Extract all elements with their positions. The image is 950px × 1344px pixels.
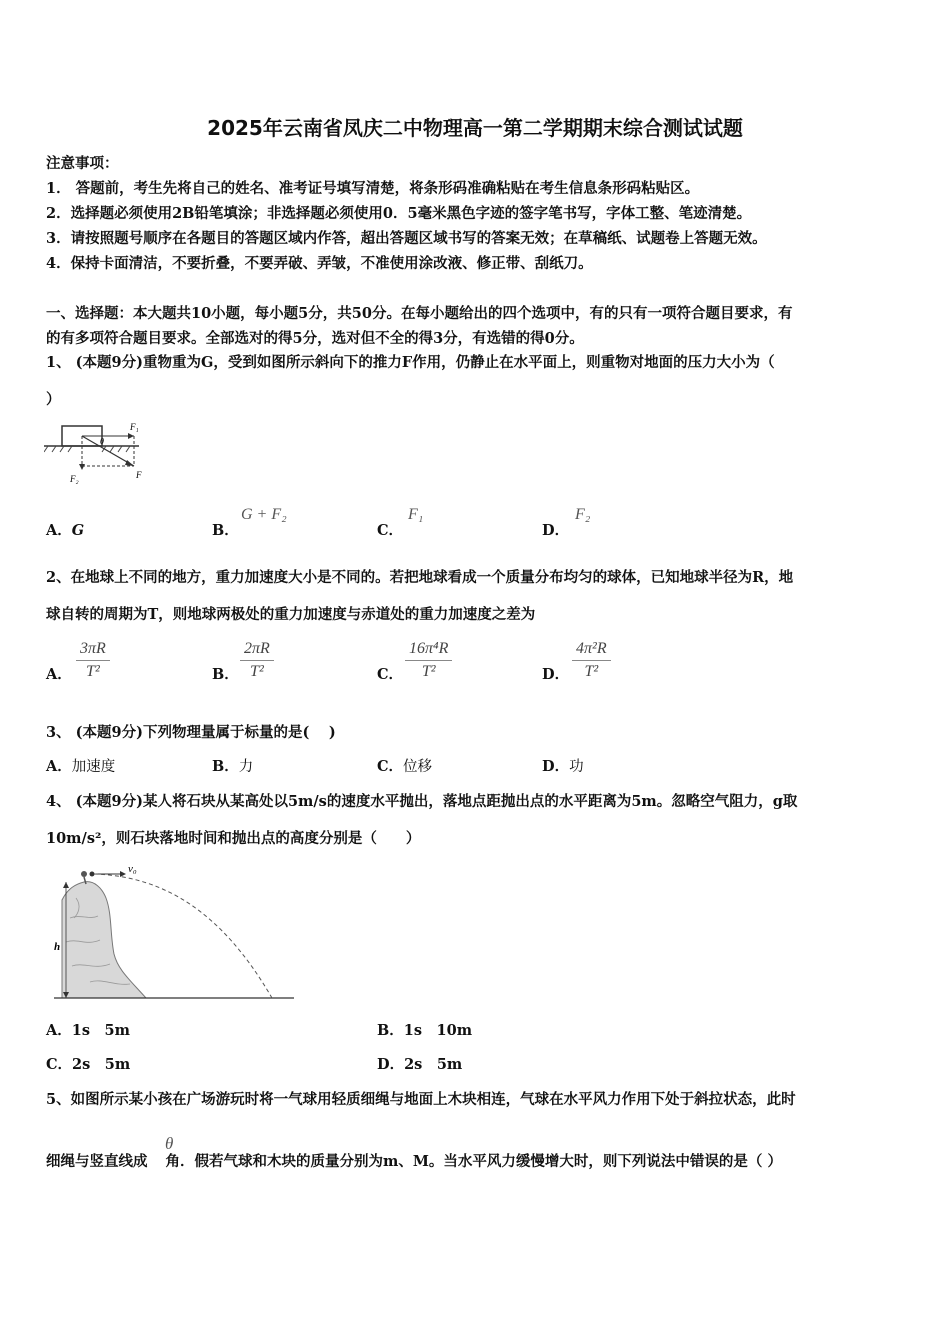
section-intro-line-1: 一、选择题：本大题共10小题，每小题5分，共50分。在每小题给出的四个选项中，有的只有一项符合题目要求，有 — [46, 305, 793, 322]
q4-stem-line-1: 4、 (本题9分)某人将石块从某高处以5m/s的速度水平抛出，落地点距抛出点的水平距离为5m。忽略空气阻力，g取 — [46, 793, 798, 810]
q2-option-d-fraction — [572, 640, 611, 681]
q2-option-d-denominator: T² — [584, 663, 599, 680]
q3-option-a[interactable] — [46, 755, 115, 776]
q4-option-c-label: C． — [46, 1056, 73, 1073]
q2-option-c-denominator: T² — [421, 663, 436, 680]
q3-option-b-label: B． — [212, 758, 239, 775]
q1-option-c-label: C． — [377, 522, 404, 539]
q1-option-a-label: A． — [46, 522, 72, 539]
q1-fig-f1-label: F₁ — [130, 422, 139, 432]
q1-option-b-value: G + F₂ — [241, 506, 287, 523]
q4-option-b-value: 1s 10m — [403, 1022, 473, 1039]
q3-option-d[interactable] — [542, 755, 584, 776]
q4-option-b[interactable] — [377, 1019, 472, 1040]
q3-option-b[interactable] — [212, 755, 253, 776]
q1-force-diagram — [44, 418, 154, 486]
q3-option-c-value: 位移 — [403, 759, 433, 775]
q1-option-b[interactable] — [212, 519, 239, 540]
section-intro-line-2: 的有多项符合题目要求。全部选对的得5分，选对但不全的得3分，有选错的得0分。 — [46, 330, 584, 347]
q2-option-b-fraction — [240, 640, 274, 681]
q2-option-b-numerator: 2πR — [240, 640, 274, 661]
q1-option-d[interactable] — [542, 519, 569, 540]
q1-fig-theta-label: θ — [100, 437, 104, 446]
q4-option-a-value: 1s 5m — [71, 1022, 130, 1039]
q4-option-a-label: A． — [46, 1022, 72, 1039]
q4-fig-v0-label: v₀ — [128, 863, 137, 875]
q3-option-d-label: D． — [542, 758, 570, 775]
q1-stem-line-2: ） — [46, 391, 61, 408]
q4-option-b-label: B． — [377, 1022, 404, 1039]
q4-fig-h-label: h — [54, 941, 61, 953]
notice-item-4: 4．保持卡面清洁，不要折叠，不要弄破、弄皱，不准使用涂改液、修正带、刮纸刀。 — [46, 255, 593, 272]
notice-heading: 注意事项： — [46, 155, 119, 172]
q5-stem-line-2 — [46, 1150, 782, 1171]
q4-option-c-value: 2s 5m — [72, 1056, 131, 1073]
q3-option-d-value: 功 — [569, 759, 584, 775]
q2-option-c-numerator: 16π⁴R — [405, 640, 452, 661]
notice-item-3: 3．请按照题号顺序在各题目的答题区域内作答，超出答题区域书写的答案无效；在草稿纸、试题卷上答题无效。 — [46, 230, 767, 247]
q1-stem-line-1: 1、 (本题9分)重物重为G，受到如图所示斜向下的推力F作用，仍静止在水平面上，则重物对地面的压力大小为（ — [46, 354, 775, 371]
q2-option-d-numerator: 4π²R — [572, 640, 611, 661]
q4-option-d-value: 2s 5m — [404, 1056, 463, 1073]
q5-stem-line-2-end: 角．假若气球和木块的质量分别为m、M。当水平风力缓慢增大时，则下列说法中错误的是（ ） — [165, 1153, 782, 1170]
q5-stem-line-2-start: 细绳与竖直线成 — [46, 1153, 148, 1170]
q2-stem-line-1: 2、在地球上不同的地方，重力加速度大小是不同的。若把地球看成一个质量分布均匀的球体，已知地球半径为R，地 — [46, 569, 794, 586]
q2-option-b-denominator: T² — [250, 663, 264, 680]
q2-option-d[interactable]: D． — [542, 666, 570, 683]
q2-option-a-numerator: 3πR — [76, 640, 110, 661]
q4-option-d[interactable] — [377, 1053, 462, 1074]
q1-option-d-label: D． — [542, 522, 570, 539]
q2-option-a-denominator: T² — [86, 663, 100, 680]
q1-option-c-value: F₁ — [408, 506, 424, 523]
q2-stem-line-2: 球自转的周期为T，则地球两极处的重力加速度与赤道处的重力加速度之差为 — [46, 606, 536, 623]
q4-projectile-diagram — [50, 858, 300, 1006]
q2-option-c-fraction — [405, 640, 452, 681]
q4-option-c[interactable] — [46, 1053, 130, 1074]
q1-option-c[interactable] — [377, 519, 403, 540]
q4-stem-line-2: 10m/s²，则石块落地时间和抛出点的高度分别是（ ） — [46, 830, 421, 847]
q3-option-a-value: 加速度 — [71, 759, 116, 775]
q2-option-a-fraction — [76, 640, 110, 681]
notice-item-2: 2．选择题必须使用2B铅笔填涂；非选择题必须使用0．5毫米黑色字迹的签字笔书写，字体工整、笔迹清楚。 — [46, 205, 752, 222]
q1-option-a[interactable] — [46, 519, 84, 540]
q1-option-d-value: F₂ — [575, 506, 591, 523]
q1-fig-f-label: F — [136, 470, 142, 480]
q3-option-c-label: C． — [377, 758, 404, 775]
q3-option-b-value: 力 — [238, 759, 254, 775]
q3-option-a-label: A． — [46, 758, 72, 775]
page-title: 2025年云南省凤庆二中物理高一第二学期期末综合测试试题 — [207, 116, 743, 140]
q4-option-d-label: D． — [377, 1056, 405, 1073]
q4-option-a[interactable] — [46, 1019, 130, 1040]
q5-stem-line-1: 5、如图所示某小孩在广场游玩时将一气球用轻质细绳与地面上木块相连，气球在水平风力作用下处于斜拉状态，此时 — [46, 1091, 796, 1108]
q3-stem-line-1: 3、 (本题9分)下列物理量属于标量的是( ) — [46, 724, 336, 741]
q2-option-b[interactable]: B． — [212, 666, 239, 683]
q1-fig-f2-label: F₂ — [70, 474, 79, 484]
q1-option-b-label: B． — [212, 522, 239, 539]
q5-theta-symbol: θ — [165, 1134, 174, 1153]
q2-option-a[interactable]: A． — [46, 666, 72, 683]
q2-option-c[interactable]: C． — [377, 666, 404, 683]
notice-item-1: 1． 答题前，考生先将自己的姓名、准考证号填写清楚，将条形码准确粘贴在考生信息条形码粘贴区。 — [46, 180, 700, 197]
q1-option-a-value: G — [71, 522, 85, 539]
q3-option-c[interactable] — [377, 755, 432, 776]
